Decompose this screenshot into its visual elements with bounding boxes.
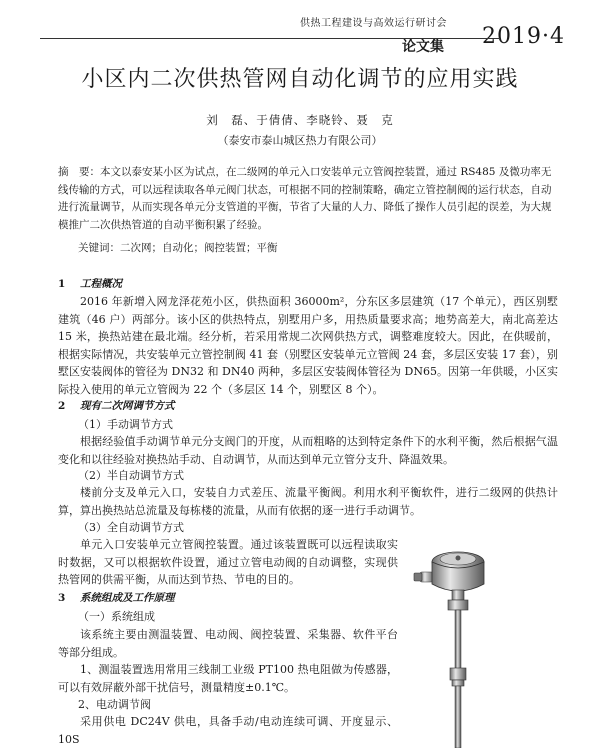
- section-number: 1: [58, 278, 66, 290]
- subsection-3-1: （一）系统组成: [78, 610, 155, 623]
- subsection-3-2: 2、电动调节阀: [78, 698, 151, 711]
- section-1-paragraph: 2016 年新增入网龙泽花苑小区，供热面积 36000m²，分东区多层建筑（17 个单元），西区别墅建筑（46 户）两部分。该小区的供热特点，别墅用户多，用热质量要求高；地势高差大，南北高差达 15 米，换热站建在最北端。经分析，若采用常规二次网供热方式，调整难度较大。因此，在供暖前，根据实际情况，共安装单元立管控制阀 41 套（别墅区安装单元立管阀 24 套，多层区安装 17 套），别墅区安装阀体的管径为 DN32 和 DN40 两种，多层区安装阀体管径为 DN65。因第一年供暖，小区实际投入使用的单元立管阀为 22 个（多层区 14 个，别墅区 8 个）。: [58, 295, 558, 396]
- subsection-2-3: （3）全自动调节方式: [78, 521, 184, 534]
- section-2-heading: [58, 398, 175, 413]
- subsection-3-1-item-1: 1、测温装置选用常用三线制工业级 PT100 热电阻做为传感器，可以有效屏蔽外部干扰信号，测量精度±0.1℃。: [58, 663, 398, 694]
- section-number: 2: [58, 400, 66, 412]
- section-3-heading: [58, 590, 175, 605]
- abstract: 摘 要：本文以泰安某小区为试点，在二级网的单元入口安装单元立管阀控装置，通过 RS485 及微功率无线传输的方式，可以远程读取各单元阀门状态，可根据不同的控制策略，确定立管控制阀的运行状态，自动进行流量调节，从而实现各单元分支管道的平衡，节省了大量的人力、降低了操作人员引起的误差，为大规模推广二次供热管道的自动平衡积累了经验。: [58, 166, 552, 231]
- section-1-heading: [58, 276, 122, 291]
- section-number: 3: [58, 592, 66, 604]
- junction-head-icon: [432, 552, 484, 591]
- keywords: 关键词：二次网；自动化；阀控装置；平衡: [78, 242, 278, 254]
- section-title: 现有二次网调节方式: [80, 400, 175, 412]
- neck-icon: [448, 590, 468, 610]
- sensor-figure: [410, 540, 520, 748]
- authors: 刘 磊、于倩倩、李晓铃、聂 克: [206, 113, 394, 127]
- cable-gland-icon: [414, 572, 434, 582]
- column-label: 论文集: [402, 39, 444, 55]
- subsection-2-2-paragraph: 楼前分支及单元入口，安装自力式差压、流量平衡阀。利用水利平衡软件，进行二级网的供热计算，算出换热站总流量及每栋楼的流量，从而有依据的逐一进行手动调节。: [58, 486, 558, 517]
- probe-rod-icon: [450, 610, 466, 748]
- subsection-3-2-paragraph: 采用供电 DC24V 供电，具备手动/电动连续可调、开度显示、10S: [58, 715, 398, 746]
- subsection-2-1-paragraph: 根据经验值手动调节单元分支阀门的开度，从而粗略的达到特定条件下的水利平衡，然后根据气温变化和以往经验对换热站手动、自动调节，从而达到单元立管分支升、降温效果。: [58, 435, 558, 466]
- subsection-2-1: （1）手动调节方式: [78, 418, 173, 431]
- journal-name: 供热工程建设与高效运行研讨会: [300, 18, 447, 29]
- subsection-2-2: （2）半自动调节方式: [78, 469, 184, 482]
- subsection-2-3-paragraph: 单元入口安装单元立管阀控装置。通过该装置既可以远程读取实时数据，又可以根据软件设置，通过立管电动阀的自动调整，实现供热管网的供需平衡，从而达到节热、节电的目的。: [58, 538, 398, 587]
- issue-year: 2019·4: [482, 24, 565, 49]
- section-title: 系统组成及工作原理: [80, 592, 175, 604]
- subsection-3-1-paragraph: 该系统主要由测温装置、电动阀、阀控装置、采集器、软件平台等部分组成。: [58, 628, 398, 659]
- affiliation: （泰安市泰山城区热力有限公司）: [217, 134, 383, 147]
- header-rule: [40, 38, 500, 39]
- section-title: 工程概况: [80, 278, 122, 290]
- paper-title: 小区内二次供热管网自动化调节的应用实践: [81, 67, 519, 92]
